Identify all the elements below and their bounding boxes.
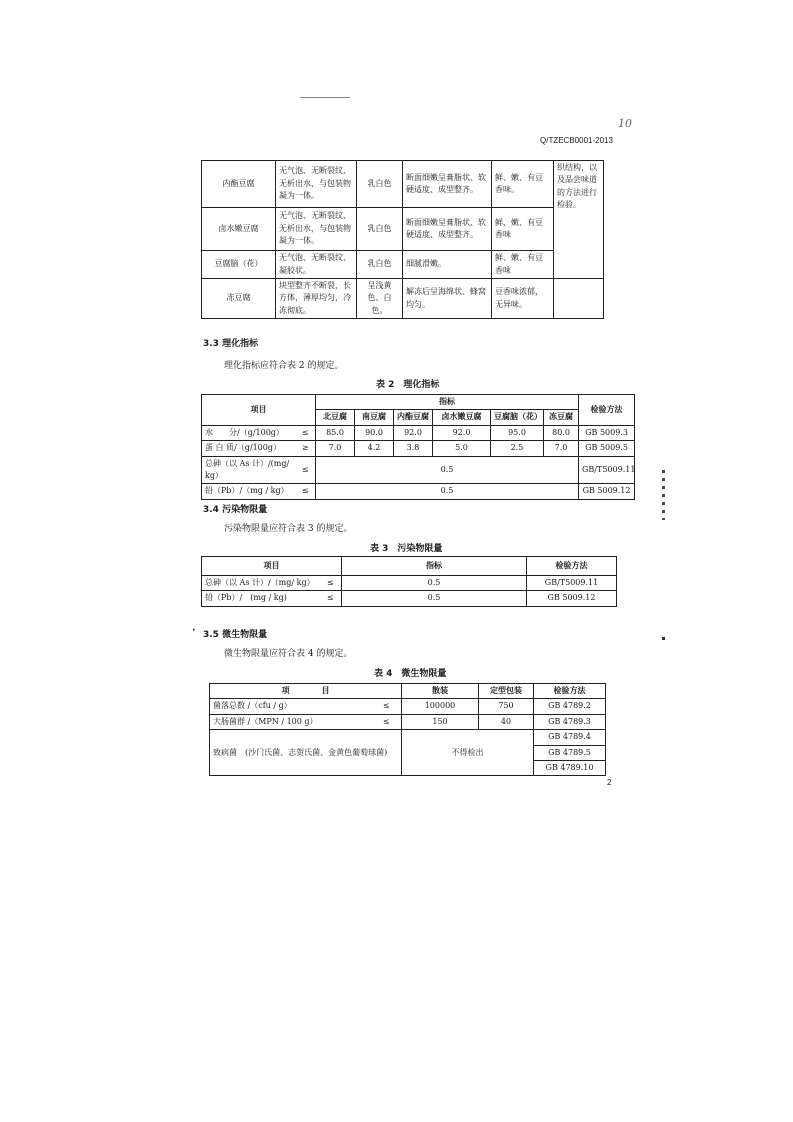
table-row bbox=[202, 425, 635, 440]
merged-value-cell: 0.5 bbox=[316, 484, 579, 499]
header-item: 项 目 bbox=[210, 684, 402, 699]
packed-value: 40 bbox=[479, 714, 534, 729]
color-cell: 呈浅黄色、白色。 bbox=[357, 279, 403, 319]
subheader: 冻豆腐 bbox=[544, 410, 579, 425]
subheader: 南豆腐 bbox=[355, 410, 394, 425]
product-name: 豆腐脑（花） bbox=[202, 251, 276, 279]
value-cell: 3.8 bbox=[394, 441, 433, 456]
method-cell: GB 5009.3 bbox=[579, 425, 635, 440]
bulk-value: 150 bbox=[402, 714, 479, 729]
header-indicator: 指标 bbox=[342, 557, 527, 576]
row-label: 铅（Pb）/ (mg / kg) bbox=[202, 591, 320, 606]
product-name: 冻豆腐 bbox=[202, 279, 276, 319]
section-heading-3-4: 3.4 污染物限量 bbox=[203, 505, 268, 515]
table-header-row bbox=[210, 684, 606, 699]
contaminant-table bbox=[201, 556, 617, 607]
row-operator: ≤ bbox=[296, 456, 316, 484]
method-cell: GB 4789.10 bbox=[534, 760, 606, 775]
row-operator: ≤ bbox=[296, 484, 316, 499]
value-cell: 4.2 bbox=[355, 441, 394, 456]
row-label: 菌落总数 /（cfu / g） bbox=[210, 699, 372, 714]
subheader: 北豆腐 bbox=[316, 410, 355, 425]
row-label: 总砷（以 As 计）/（mg/ kg） bbox=[202, 576, 320, 591]
header-bulk: 散装 bbox=[402, 684, 479, 699]
header-method: 检验方法 bbox=[534, 684, 606, 699]
value-cell: 7.0 bbox=[316, 441, 355, 456]
row-operator: ≥ bbox=[296, 441, 316, 456]
sensory-table bbox=[201, 160, 604, 319]
scan-artifact bbox=[662, 470, 665, 520]
color-cell: 乳白色 bbox=[357, 161, 403, 208]
packed-value: 750 bbox=[479, 699, 534, 714]
microbial-table bbox=[209, 683, 606, 776]
row-operator: ≤ bbox=[296, 425, 316, 440]
table2-caption: 表 2 理化指标 bbox=[376, 380, 440, 390]
value-cell: 95.0 bbox=[491, 425, 544, 440]
header-method: 检验方法 bbox=[527, 557, 617, 576]
table3-caption: 表 3 污染物限量 bbox=[370, 544, 443, 554]
method-cell: GB 4789.3 bbox=[534, 714, 606, 729]
table-row bbox=[210, 699, 606, 714]
table-row bbox=[202, 456, 635, 484]
merged-value-cell: 0.5 bbox=[316, 456, 579, 484]
header-method: 检验方法 bbox=[579, 395, 635, 426]
table-row bbox=[202, 279, 604, 319]
merged-value-cell: 不得检出 bbox=[402, 730, 534, 776]
section-heading-3-5: 3.5 微生物限量 bbox=[203, 630, 268, 640]
row-label: 大肠菌群 /（MPN / 100 g） bbox=[210, 714, 372, 729]
method-cell: GB 4789.2 bbox=[534, 699, 606, 714]
method-cell: GB 5009.12 bbox=[527, 591, 617, 606]
value-cell: 85.0 bbox=[316, 425, 355, 440]
color-cell: 乳白色 bbox=[357, 208, 403, 251]
value-cell: 90.0 bbox=[355, 425, 394, 440]
row-label: 总砷（以 As 计）/(mg/ kg） bbox=[202, 456, 296, 484]
physchem-table bbox=[201, 394, 635, 500]
table-header-row bbox=[202, 557, 617, 576]
section-paragraph-3-5: 微生物限量应符合表 4 的规定。 bbox=[224, 649, 353, 659]
form-cell: 无气泡、无断裂纹、凝胶状。 bbox=[276, 251, 357, 279]
table4-caption: 表 4 微生物限量 bbox=[374, 669, 447, 679]
table-row bbox=[202, 591, 617, 606]
method-cell: GB/T5009.11 bbox=[579, 456, 635, 484]
empty-cell bbox=[554, 279, 604, 319]
method-cell: GB/T5009.11 bbox=[527, 576, 617, 591]
document-number: Q/TZECB0001-2013 bbox=[540, 136, 613, 145]
section-paragraph-3-4: 污染物限量应符合表 3 的规定。 bbox=[224, 524, 353, 534]
method-cell: GB 5009.12 bbox=[579, 484, 635, 499]
scan-artifact bbox=[662, 637, 665, 640]
color-cell: 乳白色 bbox=[357, 251, 403, 279]
bulk-value: 100000 bbox=[402, 699, 479, 714]
handwritten-mark: 10 bbox=[618, 117, 632, 130]
subheader: 卤水嫩豆腐 bbox=[433, 410, 491, 425]
subheader: 内酯豆腐 bbox=[394, 410, 433, 425]
taste-cell: 鲜、嫩、有豆香味。 bbox=[492, 161, 554, 208]
top-rule bbox=[300, 97, 350, 98]
row-operator: ≤ bbox=[320, 576, 342, 591]
section-heading-3-3: 3.3 理化指标 bbox=[203, 339, 259, 349]
form-cell: 块型整齐不断裂，长方体，薄厚均匀，冷冻彻底。 bbox=[276, 279, 357, 319]
taste-cell: 鲜、嫩、有豆香味 bbox=[492, 251, 554, 279]
product-name: 内酯豆腐 bbox=[202, 161, 276, 208]
value-cell: 0.5 bbox=[342, 591, 527, 606]
method-cell: GB 5009.5 bbox=[579, 441, 635, 456]
taste-cell: 豆香味浓郁，无异味。 bbox=[492, 279, 554, 319]
header-packed: 定型包装 bbox=[479, 684, 534, 699]
header-indicator: 指标 bbox=[316, 395, 579, 410]
table-row bbox=[202, 441, 635, 456]
texture-cell: 断面细嫩呈膏脂状、软硬适度、成型整齐。 bbox=[403, 161, 492, 208]
table-row bbox=[202, 576, 617, 591]
texture-cell: 解冻后呈海绵状、蜂窝均匀。 bbox=[403, 279, 492, 319]
page-number: 2 bbox=[607, 778, 612, 787]
row-label: 蛋 白 质/（g/100g） bbox=[202, 441, 296, 456]
row-operator: ≤ bbox=[372, 699, 402, 714]
table-header-row bbox=[202, 395, 635, 410]
row-label: 水 分/（g/100g） bbox=[202, 425, 296, 440]
method-cell: 织结构，以及品尝味道的方法进行检验。 bbox=[554, 161, 604, 279]
table-row bbox=[202, 484, 635, 499]
section-paragraph-3-3: 理化指标应符合表 2 的规定。 bbox=[224, 361, 344, 371]
row-label: 铅（Pb）/（mg / kg） bbox=[202, 484, 296, 499]
value-cell: 92.0 bbox=[394, 425, 433, 440]
bullet-mark: · bbox=[192, 626, 196, 636]
product-name: 卤水嫩豆腐 bbox=[202, 208, 276, 251]
table-row bbox=[202, 251, 604, 279]
table-row bbox=[210, 714, 606, 729]
value-cell: 2.5 bbox=[491, 441, 544, 456]
table-row bbox=[202, 208, 604, 251]
form-cell: 无气泡、无断裂纹、无析出水，与包装物凝为一体。 bbox=[276, 161, 357, 208]
value-cell: 80.0 bbox=[544, 425, 579, 440]
value-cell: 5.0 bbox=[433, 441, 491, 456]
value-cell: 7.0 bbox=[544, 441, 579, 456]
texture-cell: 细腻滑嫩。 bbox=[403, 251, 492, 279]
table-row bbox=[202, 161, 604, 208]
row-label: 致病菌 (沙门氏菌、志贺氏菌、金黄色葡萄球菌) bbox=[210, 730, 402, 776]
row-operator: ≤ bbox=[372, 714, 402, 729]
method-cell: GB 4789.4 bbox=[534, 730, 606, 745]
header-item: 项目 bbox=[202, 557, 342, 576]
value-cell: 0.5 bbox=[342, 576, 527, 591]
row-operator: ≤ bbox=[320, 591, 342, 606]
subheader: 豆腐脑（花） bbox=[491, 410, 544, 425]
texture-cell: 断面细嫩呈膏脂状、软硬适度、成型整齐。 bbox=[403, 208, 492, 251]
header-item: 项目 bbox=[202, 395, 316, 426]
value-cell: 92.0 bbox=[433, 425, 491, 440]
form-cell: 无气泡、无断裂纹、无析出水，与包装物凝为一体。 bbox=[276, 208, 357, 251]
table-row bbox=[210, 730, 606, 745]
taste-cell: 鲜、嫩、有豆香味 bbox=[492, 208, 554, 251]
method-cell: GB 4789.5 bbox=[534, 745, 606, 760]
